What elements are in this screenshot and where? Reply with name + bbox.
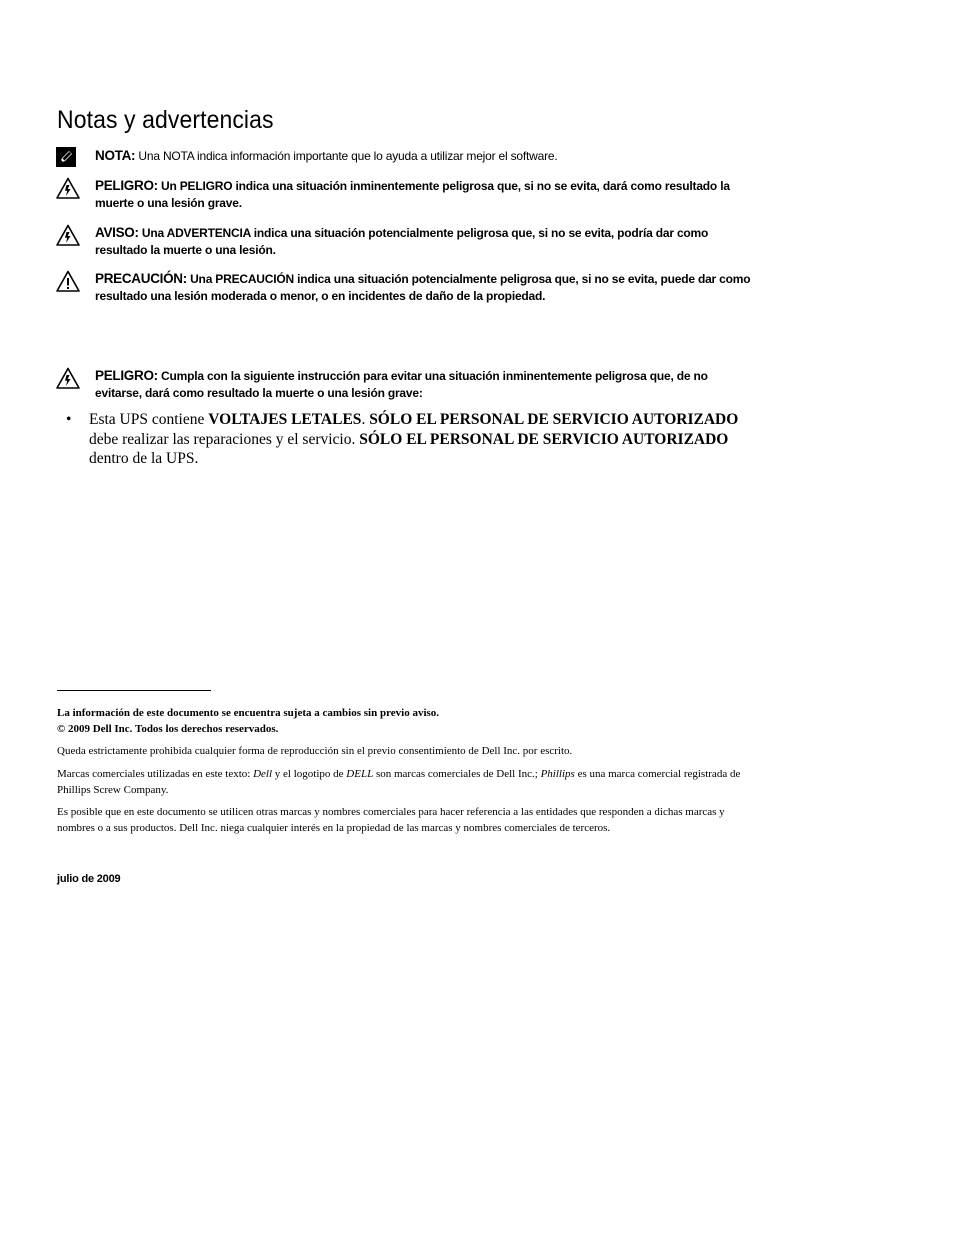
danger-lightning-icon [56, 367, 80, 389]
note-text [95, 147, 755, 165]
bullet-symbol: • [66, 411, 72, 428]
trademark-italic: DELL [346, 768, 374, 780]
page-title: Notas y advertencias [57, 106, 274, 134]
bullet-bold-part: VOLTAJES LETALES [208, 411, 362, 428]
bullet-text-part: dentro de la UPS. [89, 450, 199, 467]
caution-exclamation-icon [56, 270, 80, 292]
other-marks-notice: Es posible que en este documento se utilicen otras marcas y nombres comerciales para hacer referencia a las entidades que responden a dichas marcas y nombres o a sus productos. Dell Inc. niega cualquier interés en la propiedad de las marcas y nombres comerciales de terceros. [57, 806, 725, 834]
note-pencil-icon [56, 147, 80, 169]
info-line: La información de este documento se encuentra sujeta a cambios sin previo aviso. [57, 707, 440, 719]
notice-body: Una ADVERTENCIA indica una situación potencialmente peligrosa que, si no se evita, podría dar como resultado la muerte o una lesión. [95, 226, 709, 257]
trademarks-notice [57, 767, 747, 798]
trademark-italic: Phillips [540, 768, 575, 780]
danger-instruction-text [95, 367, 755, 402]
trademark-italic: Dell [253, 768, 273, 780]
bullet-text [89, 410, 769, 469]
notice-body: Cumpla con la siguiente instrucción para evitar una situación inminentemente peligrosa que, de no evitarse, dará como resultado la muerte o una lesión grave: [95, 369, 708, 400]
reproduction-notice: Queda estrictamente prohibida cualquier forma de reproducción sin el previo consentimiento de Dell Inc. por escrito. [57, 745, 573, 757]
bullet-text-part: Esta UPS contiene [89, 411, 209, 428]
trademark-text: son marcas comerciales de Dell Inc.; [373, 768, 541, 780]
caution-text [95, 270, 755, 305]
bullet-bold-part: SÓLO EL PERSONAL DE SERVICIO AUTORIZADO [359, 430, 729, 448]
footer-info [57, 706, 747, 737]
notice-body: Una PRECAUCIÓN indica una situación potencialmente peligrosa que, si no se evita, puede dar como resultado una lesión moderada o menor, o en incidentes de daño de la propiedad. [95, 272, 751, 303]
notice-label: NOTA: [95, 148, 136, 163]
notice-body: Un PELIGRO indica una situación inminentemente peligrosa que, si no se evita, dará como resultado la muerte o una lesión grave. [95, 179, 730, 210]
danger-lightning-icon [56, 177, 80, 199]
publication-date: julio de 2009 [57, 873, 121, 885]
bullet-text-part: . [361, 411, 370, 428]
danger-text [95, 177, 755, 212]
copyright: © 2009 Dell Inc. Todos los derechos reservados. [57, 722, 279, 735]
footnote-divider [57, 690, 211, 691]
trademark-text: es una marca comercial registrada de Phillips Screw Company. [57, 768, 741, 796]
warning-text [95, 224, 755, 259]
trademark-text: y el logotipo de [272, 768, 347, 780]
notice-label: PELIGRO: [95, 368, 158, 383]
warning-lightning-icon [56, 224, 80, 246]
bullet-text-part: debe realizar las reparaciones y el servicio. [89, 430, 360, 448]
bullet-bold-part: SÓLO EL PERSONAL DE SERVICIO AUTORIZADO [369, 411, 739, 428]
notice-label: AVISO: [95, 225, 139, 240]
notice-label: PRECAUCIÓN: [95, 271, 187, 286]
notice-body: Una NOTA indica información importante que lo ayuda a utilizar mejor el software. [138, 149, 558, 163]
notice-label: PELIGRO: [95, 178, 158, 193]
trademark-text: Marcas comerciales utilizadas en este texto: [57, 768, 254, 780]
